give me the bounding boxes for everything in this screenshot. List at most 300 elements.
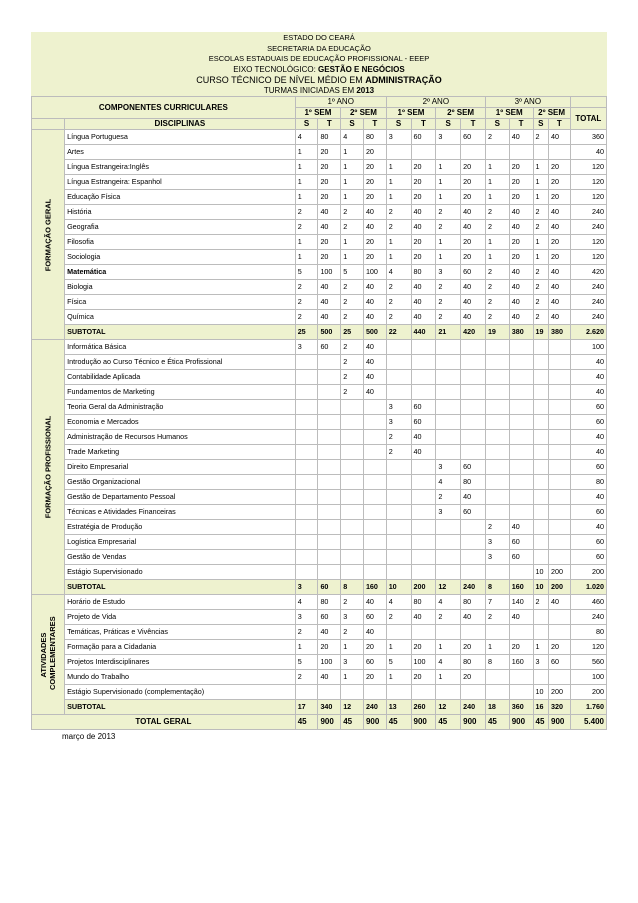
hours-cell — [341, 685, 364, 700]
discipline-name: Biologia — [65, 280, 296, 295]
hours-cell: 1 — [436, 250, 461, 265]
subtotal-cell: 8 — [341, 580, 364, 595]
hours-cell — [533, 385, 549, 400]
subtotal-cell: 160 — [509, 580, 533, 595]
hours-cell: 20 — [363, 235, 386, 250]
subtotal-cell: 360 — [509, 700, 533, 715]
table-row — [32, 295, 607, 310]
hours-cell: 1 — [533, 250, 549, 265]
hours-cell: 40 — [461, 295, 486, 310]
row-total: 100 — [570, 340, 606, 355]
sub-header: T — [461, 119, 486, 130]
discipline-name: Fundamentos de Marketing — [65, 385, 296, 400]
table-row — [32, 355, 607, 370]
table-row — [32, 220, 607, 235]
hours-cell — [549, 145, 571, 160]
row-total: 40 — [570, 445, 606, 460]
discipline-name: Horário de Estudo — [65, 595, 296, 610]
hours-cell: 60 — [461, 265, 486, 280]
hours-cell — [386, 505, 411, 520]
discipline-name: Informática Básica — [65, 340, 296, 355]
hours-cell — [436, 565, 461, 580]
row-total: 120 — [570, 235, 606, 250]
row-total: 240 — [570, 610, 606, 625]
curriculum-sheet — [31, 32, 607, 741]
row-total: 240 — [570, 205, 606, 220]
hours-cell: 4 — [295, 130, 318, 145]
hours-cell — [436, 445, 461, 460]
hours-cell: 20 — [363, 670, 386, 685]
hours-cell: 20 — [318, 160, 341, 175]
hours-cell: 40 — [461, 220, 486, 235]
table-row — [32, 610, 607, 625]
hours-cell: 20 — [461, 160, 486, 175]
sub-header: S — [533, 119, 549, 130]
hours-cell: 1 — [341, 235, 364, 250]
curriculum-table — [31, 96, 607, 730]
hours-cell — [386, 355, 411, 370]
hours-cell: 1 — [533, 175, 549, 190]
hours-cell: 2 — [386, 430, 411, 445]
hours-cell: 40 — [411, 280, 436, 295]
hours-cell — [363, 565, 386, 580]
hours-cell: 80 — [461, 655, 486, 670]
hours-cell — [485, 685, 509, 700]
row-total: 60 — [570, 415, 606, 430]
section-title: FORMAÇÃO PROFISSIONAL — [43, 415, 53, 519]
hours-cell — [318, 475, 341, 490]
hours-cell — [318, 445, 341, 460]
hours-cell: 20 — [411, 175, 436, 190]
hours-cell: 40 — [363, 595, 386, 610]
table-row — [32, 460, 607, 475]
hours-cell: 40 — [461, 280, 486, 295]
hours-cell: 100 — [363, 265, 386, 280]
table-row — [32, 565, 607, 580]
hours-cell — [363, 550, 386, 565]
discipline-name: Geografia — [65, 220, 296, 235]
hours-cell — [509, 385, 533, 400]
hours-cell — [318, 355, 341, 370]
sub-header: S — [485, 119, 509, 130]
hours-cell — [485, 385, 509, 400]
components-header: COMPONENTES CURRICULARES — [32, 97, 296, 119]
table-row — [32, 130, 607, 145]
year-header: 1º ANO — [295, 97, 386, 108]
hours-cell: 40 — [461, 310, 486, 325]
hours-cell — [485, 490, 509, 505]
discipline-name: Gestão de Vendas — [65, 550, 296, 565]
hours-cell — [549, 385, 571, 400]
hours-cell: 1 — [386, 175, 411, 190]
discipline-name: Educação Física — [65, 190, 296, 205]
hours-cell — [461, 340, 486, 355]
hours-cell — [509, 340, 533, 355]
hours-cell — [363, 400, 386, 415]
disciplines-header: DISCIPLINAS — [65, 119, 296, 130]
hours-cell: 60 — [549, 655, 571, 670]
row-total: 460 — [570, 595, 606, 610]
section-label — [32, 595, 65, 715]
hours-cell: 40 — [549, 205, 571, 220]
header-line-state: ESTADO DO CEARÁ — [283, 33, 355, 42]
classes-year: 2013 — [356, 85, 375, 95]
hours-cell — [318, 520, 341, 535]
hours-cell: 40 — [461, 205, 486, 220]
hours-cell: 20 — [318, 235, 341, 250]
subtotal-total: 2.620 — [570, 325, 606, 340]
hours-cell: 3 — [436, 505, 461, 520]
discipline-name: Direito Empresarial — [65, 460, 296, 475]
hours-cell — [549, 610, 571, 625]
hours-cell: 40 — [461, 490, 486, 505]
sub-header: T — [509, 119, 533, 130]
hours-cell: 20 — [461, 640, 486, 655]
hours-cell — [549, 520, 571, 535]
hours-cell — [295, 475, 318, 490]
hours-cell — [533, 550, 549, 565]
hours-cell — [295, 370, 318, 385]
hours-cell: 1 — [295, 640, 318, 655]
hours-cell: 60 — [318, 340, 341, 355]
hours-cell — [386, 145, 411, 160]
hours-cell: 10 — [533, 565, 549, 580]
hours-cell: 3 — [341, 610, 364, 625]
section-title: FORMAÇÃO GERAL — [43, 198, 53, 271]
subtotal-label: SUBTOTAL — [65, 325, 296, 340]
hours-cell: 60 — [509, 535, 533, 550]
table-row — [32, 415, 607, 430]
grand-total-cell: 900 — [461, 715, 486, 730]
hours-cell: 20 — [549, 160, 571, 175]
table-row — [32, 370, 607, 385]
hours-cell: 1 — [341, 190, 364, 205]
hours-cell: 1 — [436, 670, 461, 685]
hours-cell: 20 — [318, 175, 341, 190]
discipline-name: Língua Portuguesa — [65, 130, 296, 145]
table-row — [32, 310, 607, 325]
hours-cell: 1 — [436, 235, 461, 250]
hours-cell: 2 — [341, 280, 364, 295]
table-row — [32, 205, 607, 220]
row-total: 60 — [570, 535, 606, 550]
hours-cell — [549, 475, 571, 490]
hours-cell — [318, 565, 341, 580]
hours-cell: 5 — [295, 655, 318, 670]
subtotal-cell: 320 — [549, 700, 571, 715]
hours-cell: 20 — [509, 235, 533, 250]
row-total: 240 — [570, 280, 606, 295]
hours-cell — [363, 535, 386, 550]
hours-cell: 2 — [436, 295, 461, 310]
discipline-name: Projetos Interdisciplinares — [65, 655, 296, 670]
hours-cell — [436, 625, 461, 640]
hours-cell — [549, 415, 571, 430]
hours-cell — [436, 340, 461, 355]
hours-cell — [533, 340, 549, 355]
discipline-name: Estágio Supervisionado (complementação) — [65, 685, 296, 700]
hours-cell: 1 — [436, 640, 461, 655]
hours-cell: 80 — [461, 475, 486, 490]
hours-cell: 2 — [485, 130, 509, 145]
axis-name: GESTÃO E NEGÓCIOS — [318, 64, 405, 74]
hours-cell: 3 — [295, 610, 318, 625]
hours-cell: 1 — [295, 250, 318, 265]
hours-cell: 1 — [436, 175, 461, 190]
hours-cell: 20 — [411, 235, 436, 250]
hours-cell: 40 — [411, 220, 436, 235]
row-total: 200 — [570, 565, 606, 580]
hours-cell: 40 — [549, 595, 571, 610]
hours-cell: 200 — [549, 685, 571, 700]
hours-cell: 1 — [485, 160, 509, 175]
table-row — [32, 175, 607, 190]
discipline-name: Língua Estrangeira: Espanhol — [65, 175, 296, 190]
hours-cell: 2 — [386, 280, 411, 295]
hours-cell — [295, 685, 318, 700]
classes-prefix: TURMAS INICIADAS EM — [263, 85, 357, 95]
hours-cell: 2 — [533, 265, 549, 280]
hours-cell: 1 — [386, 670, 411, 685]
hours-cell: 2 — [485, 310, 509, 325]
sub-header: T — [318, 119, 341, 130]
hours-cell — [549, 550, 571, 565]
hours-cell: 60 — [461, 130, 486, 145]
hours-cell: 1 — [436, 160, 461, 175]
hours-cell: 20 — [411, 670, 436, 685]
subtotal-label: SUBTOTAL — [65, 580, 296, 595]
hours-cell: 40 — [549, 280, 571, 295]
hours-cell: 40 — [549, 295, 571, 310]
discipline-name: Projeto de Vida — [65, 610, 296, 625]
hours-cell — [318, 535, 341, 550]
discipline-name: Logística Empresarial — [65, 535, 296, 550]
hours-cell — [318, 430, 341, 445]
subtotal-cell: 380 — [509, 325, 533, 340]
hours-cell: 40 — [363, 385, 386, 400]
row-total: 40 — [570, 430, 606, 445]
hours-cell: 2 — [295, 205, 318, 220]
hours-cell: 160 — [509, 655, 533, 670]
hours-cell: 3 — [386, 415, 411, 430]
hours-cell — [386, 625, 411, 640]
grand-total-cell: 900 — [363, 715, 386, 730]
hours-cell: 1 — [485, 175, 509, 190]
hours-cell: 100 — [318, 655, 341, 670]
hours-cell: 2 — [485, 520, 509, 535]
hours-cell: 4 — [436, 475, 461, 490]
discipline-name: Técnicas e Atividades Financeiras — [65, 505, 296, 520]
hours-cell: 80 — [318, 595, 341, 610]
hours-cell: 40 — [411, 295, 436, 310]
hours-cell: 80 — [411, 265, 436, 280]
hours-cell — [461, 520, 486, 535]
subtotal-cell: 13 — [386, 700, 411, 715]
subtotal-cell: 420 — [461, 325, 486, 340]
subtotal-total: 1.020 — [570, 580, 606, 595]
hours-cell: 4 — [341, 130, 364, 145]
hours-cell — [461, 685, 486, 700]
hours-cell: 60 — [461, 505, 486, 520]
header-line-secretariat: SECRETARIA DA EDUCAÇÃO — [267, 43, 371, 53]
hours-cell: 2 — [295, 670, 318, 685]
hours-cell: 60 — [411, 415, 436, 430]
hours-cell — [549, 505, 571, 520]
hours-cell — [341, 430, 364, 445]
hours-cell — [363, 430, 386, 445]
hours-cell: 2 — [533, 310, 549, 325]
hours-cell — [318, 385, 341, 400]
hours-cell: 40 — [509, 520, 533, 535]
table-row — [32, 160, 607, 175]
grand-total-cell: 900 — [549, 715, 571, 730]
hours-cell — [363, 415, 386, 430]
hours-cell: 2 — [436, 280, 461, 295]
hours-cell — [461, 145, 486, 160]
hours-cell: 200 — [549, 565, 571, 580]
table-row — [32, 235, 607, 250]
hours-cell — [461, 385, 486, 400]
hours-cell: 4 — [386, 265, 411, 280]
hours-cell: 5 — [295, 265, 318, 280]
grand-total-cell: 45 — [341, 715, 364, 730]
hours-cell — [411, 625, 436, 640]
discipline-name: Contabilidade Aplicada — [65, 370, 296, 385]
hours-cell: 60 — [411, 130, 436, 145]
hours-cell: 1 — [533, 160, 549, 175]
hours-cell — [411, 355, 436, 370]
hours-cell: 3 — [295, 340, 318, 355]
table-row — [32, 385, 607, 400]
subtotal-row — [32, 325, 607, 340]
hours-cell — [411, 565, 436, 580]
hours-cell — [386, 535, 411, 550]
row-total: 120 — [570, 175, 606, 190]
hours-cell — [341, 535, 364, 550]
hours-cell — [485, 400, 509, 415]
row-total: 40 — [570, 490, 606, 505]
hours-cell: 3 — [533, 655, 549, 670]
hours-cell — [533, 475, 549, 490]
table-row — [32, 520, 607, 535]
hours-cell: 20 — [549, 250, 571, 265]
hours-cell: 40 — [363, 205, 386, 220]
semester-header: 1º SEM — [485, 108, 533, 119]
table-row — [32, 340, 607, 355]
hours-cell: 20 — [363, 175, 386, 190]
hours-cell — [341, 520, 364, 535]
hours-cell — [411, 460, 436, 475]
hours-cell: 1 — [341, 160, 364, 175]
hours-cell — [549, 625, 571, 640]
hours-cell: 60 — [363, 610, 386, 625]
hours-cell — [461, 415, 486, 430]
year-header: 3º ANO — [485, 97, 570, 108]
hours-cell: 2 — [485, 220, 509, 235]
hours-cell — [509, 445, 533, 460]
hours-cell: 40 — [549, 310, 571, 325]
grand-total-cell: 45 — [485, 715, 509, 730]
hours-cell — [295, 385, 318, 400]
hours-cell: 20 — [411, 640, 436, 655]
subtotal-cell: 10 — [533, 580, 549, 595]
hours-cell: 2 — [295, 220, 318, 235]
subtotal-cell: 240 — [363, 700, 386, 715]
discipline-name: Estágio Supervisionado — [65, 565, 296, 580]
hours-cell: 80 — [461, 595, 486, 610]
discipline-name: Administração de Recursos Humanos — [65, 430, 296, 445]
table-row — [32, 190, 607, 205]
hours-cell — [533, 610, 549, 625]
hours-cell — [485, 355, 509, 370]
hours-cell — [533, 370, 549, 385]
row-total: 100 — [570, 670, 606, 685]
hours-cell — [318, 415, 341, 430]
hours-cell — [509, 505, 533, 520]
subtotal-cell: 8 — [485, 580, 509, 595]
table-row — [32, 505, 607, 520]
hours-cell — [295, 400, 318, 415]
hours-cell: 1 — [386, 250, 411, 265]
hours-cell — [509, 145, 533, 160]
hours-cell — [436, 355, 461, 370]
discipline-name: Temáticas, Práticas e Vivências — [65, 625, 296, 640]
subtotal-row — [32, 580, 607, 595]
header-line-course — [31, 75, 607, 86]
hours-cell: 2 — [341, 340, 364, 355]
hours-cell — [461, 400, 486, 415]
hours-cell — [509, 565, 533, 580]
row-total: 60 — [570, 400, 606, 415]
hours-cell: 20 — [509, 160, 533, 175]
hours-cell — [436, 400, 461, 415]
hours-cell: 40 — [509, 220, 533, 235]
subtotal-cell: 3 — [295, 580, 318, 595]
subtotal-cell: 19 — [533, 325, 549, 340]
hours-cell: 1 — [341, 640, 364, 655]
hours-cell: 20 — [461, 670, 486, 685]
table-row — [32, 640, 607, 655]
discipline-name: Economia e Mercados — [65, 415, 296, 430]
hours-cell: 2 — [533, 295, 549, 310]
hours-cell — [363, 490, 386, 505]
hours-cell: 2 — [341, 205, 364, 220]
header-line-schools: ESCOLAS ESTADUAIS DE EDUCAÇÃO PROFISSIONAL - EEEP — [208, 54, 430, 63]
hours-cell: 1 — [295, 160, 318, 175]
row-total: 40 — [570, 370, 606, 385]
axis-prefix: EIXO TECNOLÓGICO: — [233, 64, 319, 74]
hours-cell: 20 — [461, 235, 486, 250]
hours-cell — [341, 475, 364, 490]
subtotal-cell: 440 — [411, 325, 436, 340]
hours-cell: 40 — [509, 205, 533, 220]
subtotal-cell: 25 — [341, 325, 364, 340]
discipline-name: Estratégia de Produção — [65, 520, 296, 535]
hours-cell: 2 — [295, 310, 318, 325]
section-label — [32, 340, 65, 595]
row-total: 240 — [570, 220, 606, 235]
table-row — [32, 550, 607, 565]
semester-header: 1º SEM — [386, 108, 436, 119]
hours-cell — [295, 550, 318, 565]
row-total: 40 — [570, 145, 606, 160]
hours-cell — [386, 685, 411, 700]
hours-cell — [533, 505, 549, 520]
hours-cell: 60 — [461, 460, 486, 475]
hours-cell: 4 — [295, 595, 318, 610]
discipline-name: Trade Marketing — [65, 445, 296, 460]
hours-cell: 40 — [411, 310, 436, 325]
